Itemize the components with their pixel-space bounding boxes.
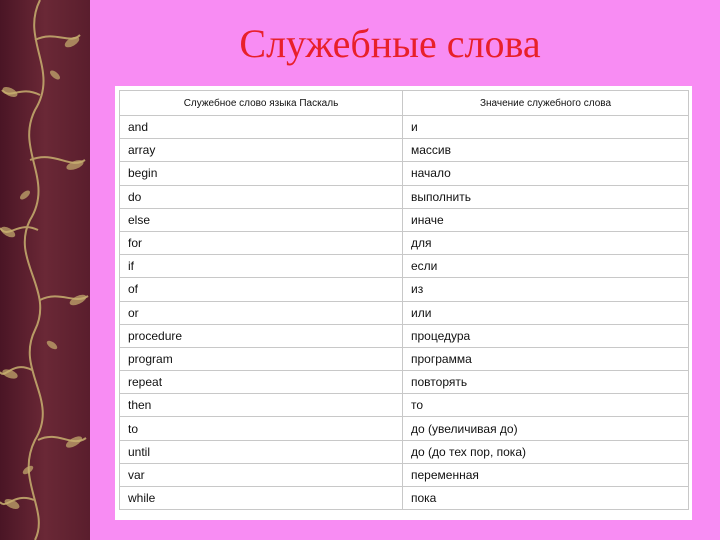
table-row — [120, 231, 689, 254]
table-row — [120, 347, 689, 370]
keyword-cell: repeat — [120, 371, 403, 394]
meaning-cell: иначе — [403, 208, 689, 231]
meaning-cell: массив — [403, 139, 689, 162]
table-row — [120, 162, 689, 185]
keyword-cell: array — [120, 139, 403, 162]
meaning-cell: для — [403, 231, 689, 254]
meaning-cell: переменная — [403, 463, 689, 486]
keyword-cell: do — [120, 185, 403, 208]
keyword-cell: for — [120, 231, 403, 254]
keyword-cell: then — [120, 394, 403, 417]
meaning-cell: до (увеличивая до) — [403, 417, 689, 440]
table-row — [120, 463, 689, 486]
table-row — [120, 116, 689, 139]
meaning-cell: повторять — [403, 371, 689, 394]
keyword-cell: else — [120, 208, 403, 231]
keywords-table — [119, 90, 689, 510]
meaning-cell: начало — [403, 162, 689, 185]
meaning-cell: выполнить — [403, 185, 689, 208]
decorative-side-panel — [0, 0, 90, 540]
keyword-cell: if — [120, 255, 403, 278]
meaning-cell: из — [403, 278, 689, 301]
meaning-cell: или — [403, 301, 689, 324]
meaning-cell: пока — [403, 487, 689, 510]
keyword-cell: or — [120, 301, 403, 324]
table-row — [120, 324, 689, 347]
table-row — [120, 301, 689, 324]
keyword-cell: begin — [120, 162, 403, 185]
table-row — [120, 394, 689, 417]
table-row — [120, 371, 689, 394]
keyword-cell: procedure — [120, 324, 403, 347]
floral-ornament-icon — [0, 0, 90, 540]
table-row — [120, 255, 689, 278]
table-row — [120, 417, 689, 440]
keyword-cell: while — [120, 487, 403, 510]
meaning-cell: до (до тех пор, пока) — [403, 440, 689, 463]
slide-title: Служебные слова — [239, 21, 541, 66]
meaning-cell: то — [403, 394, 689, 417]
meaning-cell: если — [403, 255, 689, 278]
meaning-cell: программа — [403, 347, 689, 370]
table-row — [120, 440, 689, 463]
keyword-cell: to — [120, 417, 403, 440]
header-meaning: Значение служебного слова — [403, 91, 689, 116]
keyword-cell: var — [120, 463, 403, 486]
header-keyword: Служебное слово языка Паскаль — [120, 91, 403, 116]
table-row — [120, 185, 689, 208]
keywords-table-card — [115, 86, 692, 520]
keyword-cell: of — [120, 278, 403, 301]
meaning-cell: процедура — [403, 324, 689, 347]
keyword-cell: program — [120, 347, 403, 370]
table-row — [120, 278, 689, 301]
table-header-row — [120, 91, 689, 116]
keyword-cell: and — [120, 116, 403, 139]
table-row — [120, 139, 689, 162]
meaning-cell: и — [403, 116, 689, 139]
table-row — [120, 208, 689, 231]
keyword-cell: until — [120, 440, 403, 463]
table-row — [120, 487, 689, 510]
table-body — [120, 116, 689, 510]
